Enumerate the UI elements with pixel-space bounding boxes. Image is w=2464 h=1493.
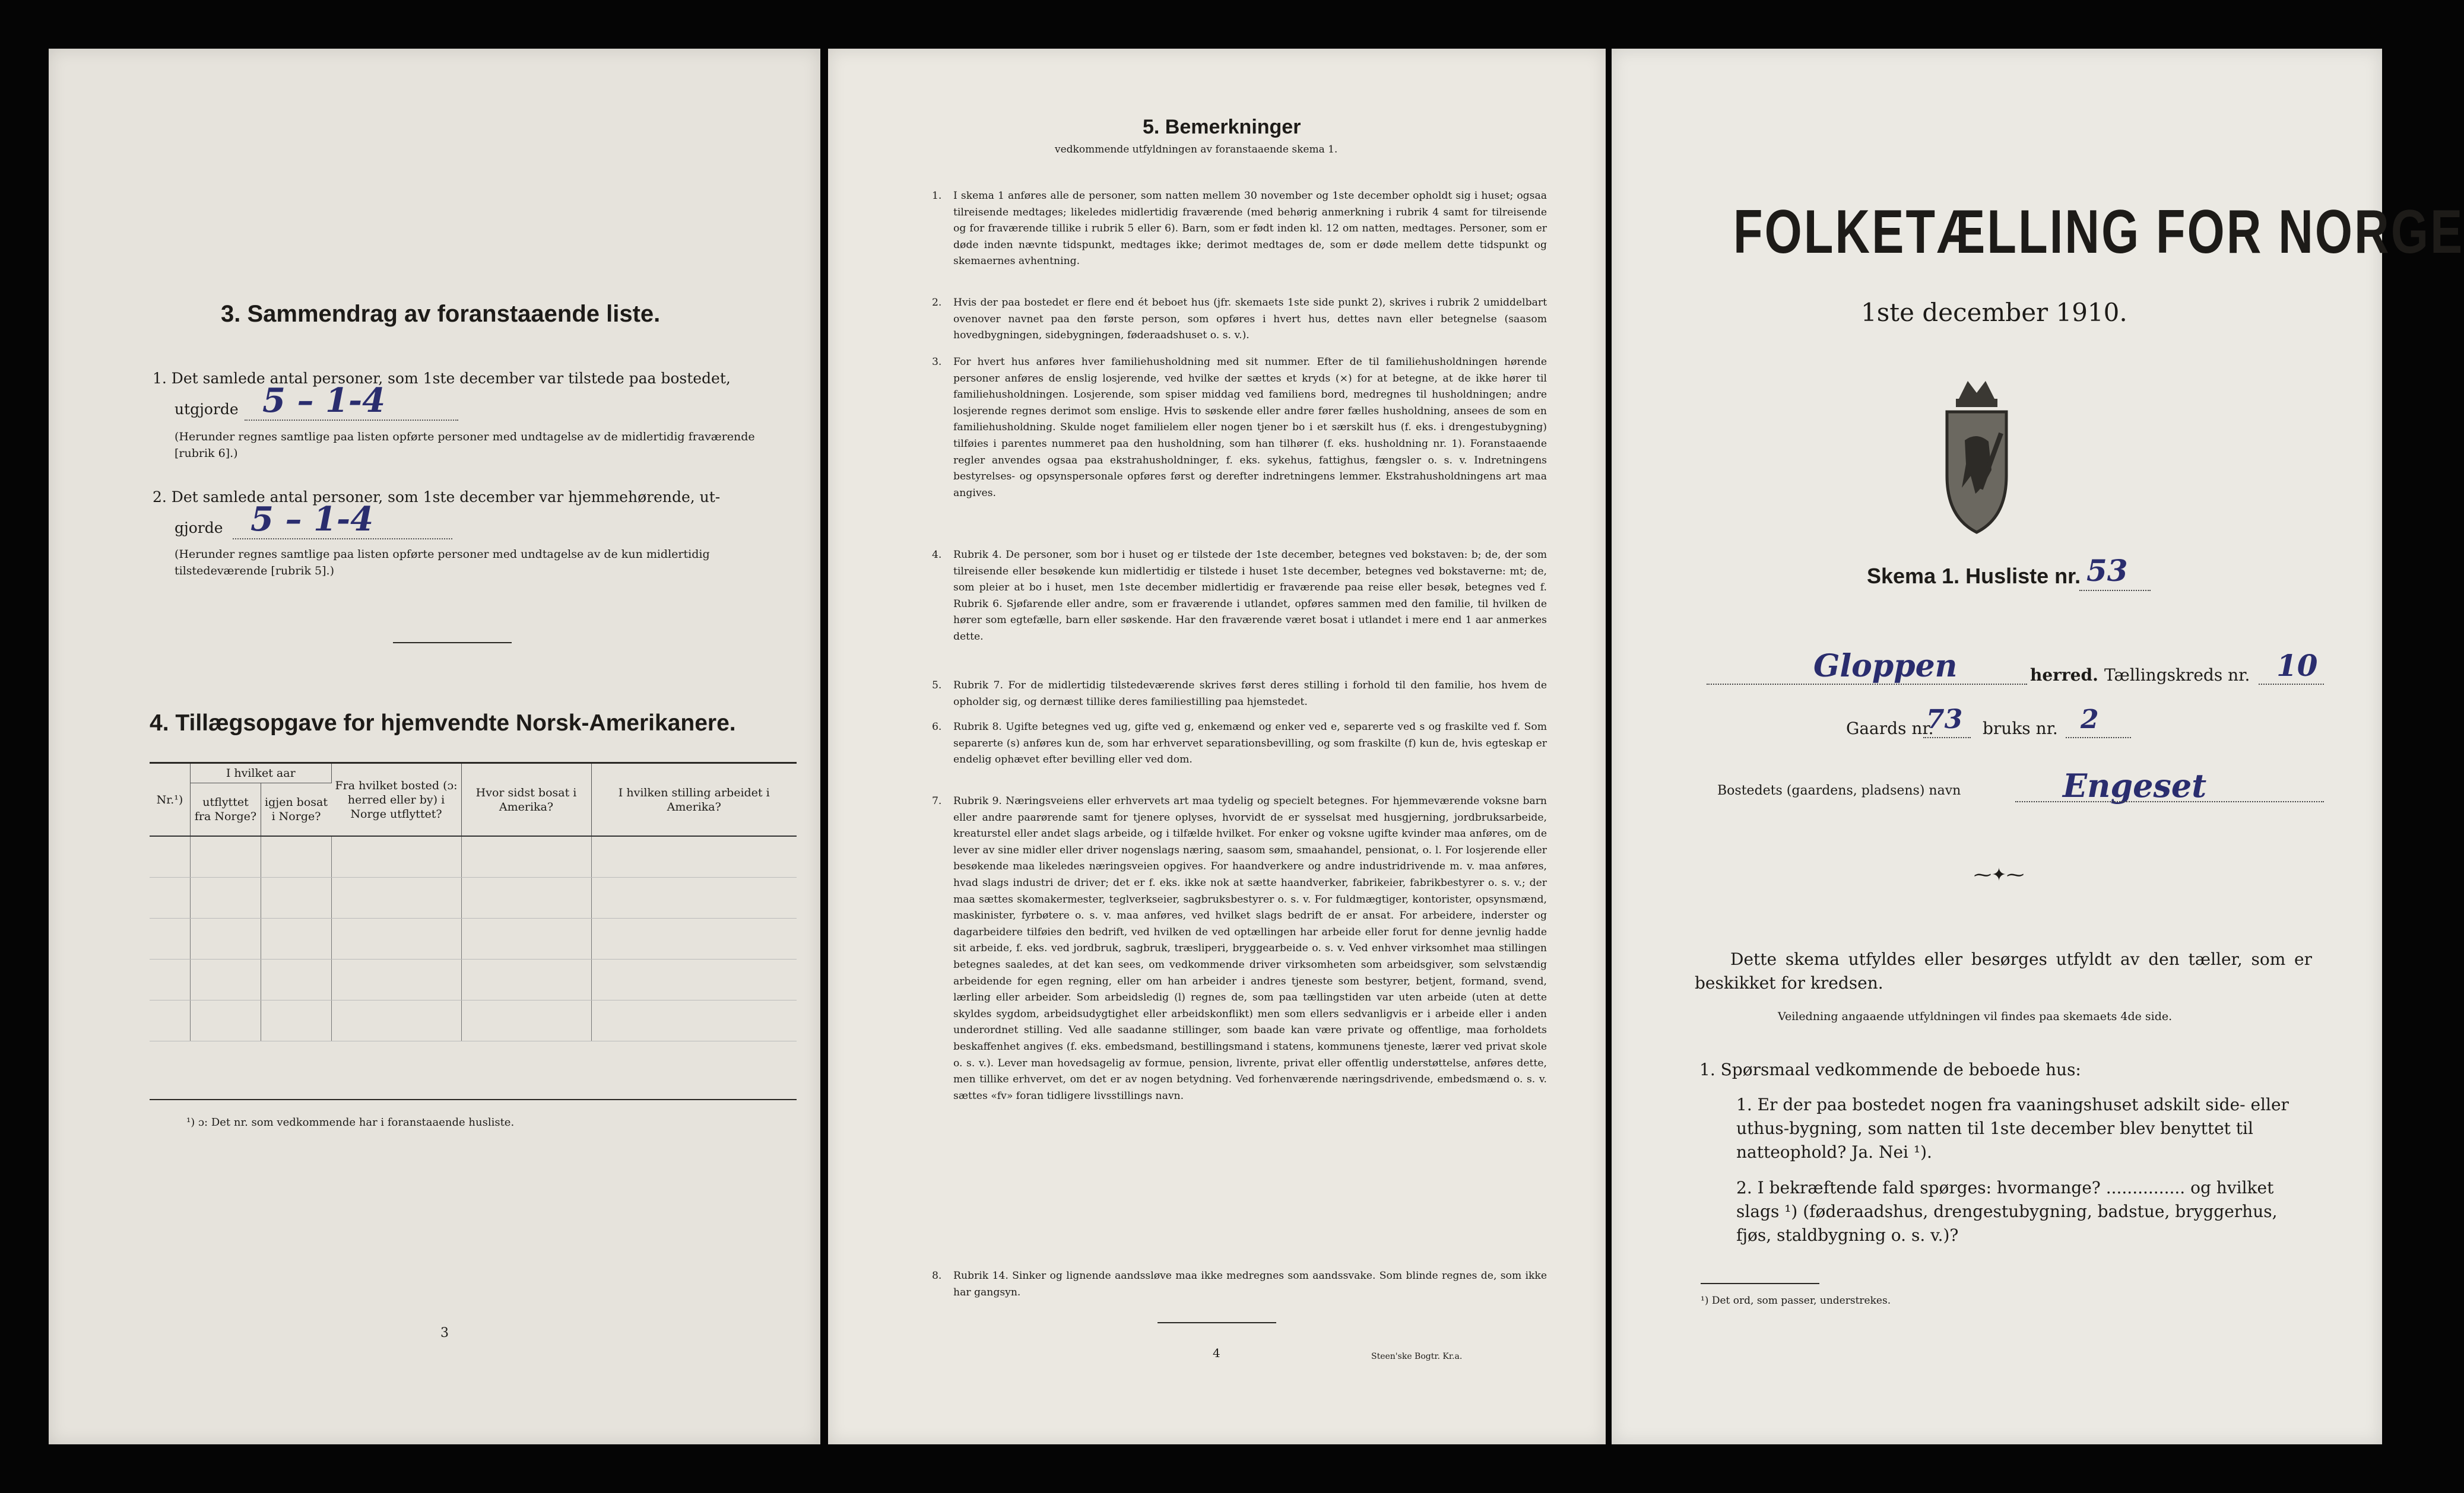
note-3-number: 3. (932, 356, 942, 368)
note-3-text: For hvert hus anføres hver familiehusholdning med sit nummer. Efter de til familiehusholdningen hørende personer anføres de enslig losjerende, ved hvilke der sættes et kryds (×) for at betegne, at de ikke hører til familiehusholdningen. Losjerende, som spiser middag ved familiens bord, medregnes til husholdningen; andre losjerende regnes derimot som enslige. Hvis to søskende eller andre fører fælles husholdning, ansees de som en familiehusholdning. Skulde noget familielem eller nogen tjener bo i et særskilt hus (f. eks. i drengestubygning) tilføies i parentes nummeret paa den husholdning, som han tilhører (f. eks. husholdning nr. 1). Foranstaaende regler anvendes ogsaa paa ekstrahusholdninger, f. eks. sykehus, fattighus, fængsler o. s. v. Indretningens bestyrelses- og opsynspersonale opføres først og derefter indretningens lemmer. Ekstrahusholdningens art maa angives. (953, 356, 1547, 499)
note-2-text: Hvis der paa bostedet er flere end ét beboet hus (jfr. skemaets 1ste side punkt 2), skrives i rubrik 2 umiddelbart ovenover navnet paa den første person, som opføres i hvert hus, dettes navn eller betegnelse (saasom hovedbygningen, sidebygningen, føderaadshuset o. s. v.). (953, 297, 1547, 342)
printer-mark: Steen'ske Bogtr. Kr.a. (1371, 1352, 1463, 1361)
item1-note: (Herunder regnes samtlige paa listen opførte personer med undtagelse av de midlertidig fraværende [rubrik 6].) (175, 430, 755, 460)
note-4 (932, 547, 1547, 646)
husliste-nr-value: 53 (2086, 553, 2128, 588)
note-5-text: Rubrik 7. For de midlertidig tilstedeværende skrives først deres stilling i forhold til den familie, hos hvem de opholder sig, og dernæst tillike deres familiestilling paa hjemstedet. (953, 679, 1547, 708)
question-1: 1. Er der paa bostedet nogen fra vaaningshuset adskilt side- eller uthus-bygning, som natten til 1ste december blev benyttet til natteophold? Ja. Nei ¹). (1736, 1095, 2289, 1162)
item2-note: (Herunder regnes samtlige paa listen opførte personer med undtagelse av de kun midlertidig tilstedeværende [rubrik 5].) (175, 548, 710, 577)
bosted-handwritten-value: Engeset (2063, 767, 2207, 805)
bosted-label: Bostedets (gaardens, pladsens) navn (1717, 783, 1961, 798)
note-8-number: 8. (932, 1270, 942, 1282)
note-4-text: Rubrik 4. De personer, som bor i huset og er tilstede der 1ste december, betegnes ved bokstaven: b; de, der som tilreisende eller besøkende kun midlertidig er tilstede i huset 1ste december, betegnes ved bokstaverne: mt; de, som pleier at bo i huset, men 1ste december midlertidig er fraværende paa reise eller besøk, betegnes ved f. Rubrik 6. Sjøfarende eller andre, som er fraværende i utlandet, opføres sammen med den familie, til hvilken de hører som egtefælle, barn eller søskende. Har den fraværende været bosat i utlandet i mere end 1 aar anmerkes dette. (953, 549, 1547, 643)
note-1-text: I skema 1 anføres alle de personer, som natten mellem 30 november og 1ste december opholdt sig i huset; ogsaa tilreisende medtages; likeledes midlertidig fraværende (med behørig anmerkning i rubrik 4 samt for tilreisende og for fraværende tillike i rubrik 5 eller 6). Barn, som er født inden kl. 12 om natten, medtages. Personer, som er døde inden nævnte tidspunkt, medtages ikke; derimot medtages de, som er døde mellem dette tidspunkt og skemaernes avhentning. (953, 190, 1547, 268)
bruks-dotted-line (2066, 737, 2131, 738)
col-stilling: I hvilken stilling arbeidet i Amerika? (591, 764, 797, 836)
note-5 (932, 678, 1547, 710)
item1-label: utgjorde (175, 401, 239, 418)
herred-handwritten-value: Gloppen (1813, 648, 1958, 684)
item1-handwritten-value: 5 – 1-4 (262, 381, 386, 420)
item2-label: gjorde (175, 519, 223, 536)
note-2-number: 2. (932, 297, 942, 309)
page-left-summary (49, 49, 820, 1444)
note-7 (932, 793, 1547, 1104)
col-group-year: I hvilket aar (191, 764, 332, 783)
footnote-rule (1701, 1283, 1819, 1284)
page-right-cover (1612, 49, 2464, 1444)
table-footnote: ¹) ɔ: Det nr. som vedkommende har i foranstaaende husliste. (186, 1116, 515, 1129)
norsk-amerikanere-table (150, 764, 797, 1041)
item2-handwritten-value: 5 – 1-4 (250, 500, 374, 539)
note-3 (932, 354, 1547, 501)
table-row (150, 1000, 797, 1041)
separator-rule (393, 642, 512, 643)
page-number-3: 3 (440, 1326, 449, 1340)
intro-note: Veiledning angaaende utfyldningen vil findes paa skemaets 4de side. (1778, 1010, 2173, 1023)
table-bottom-rule (150, 1099, 797, 1100)
col-hvor: Hvor sidst bosat i Amerika? (461, 764, 591, 836)
skema-label: Skema 1. Husliste nr. (1867, 564, 2081, 588)
kreds-handwritten-value: 10 (2276, 648, 2318, 683)
question-2: 2. I bekræftende fald spørges: hvormange? ............... og hvilket slags ¹) (føderaadshus, drengestubygning, badstue, bryggerhus, fjøs, staldbygning o. s. v.)? (1736, 1178, 2278, 1245)
kreds-label: Tællingskreds nr. (2104, 665, 2250, 685)
kreds-dotted-line (2259, 684, 2324, 685)
note-2 (932, 295, 1547, 344)
questions-header: 1. Spørsmaal vedkommende de beboede hus: (1699, 1060, 2081, 1079)
item2-dotted-line (233, 538, 452, 539)
remarks-subtitle: vedkommende utfyldningen av foranstaaende skema 1. (1055, 144, 1338, 155)
bruks-handwritten-value: 2 (2081, 704, 2099, 735)
item2-text: 2. Det samlede antal personer, som 1ste december var hjemmehørende, ut- (153, 488, 721, 506)
intro-text: Dette skema utfyldes eller besørges utfyldt av den tæller, som er beskikket for kredsen. (1695, 949, 2312, 993)
page-number-4: 4 (1213, 1346, 1220, 1360)
census-title: FOLKETÆLLING FOR NORGE (1733, 198, 2464, 266)
gaards-handwritten-value: 73 (1926, 704, 1963, 735)
coat-of-arms-icon (1923, 375, 2030, 541)
note-4-number: 4. (932, 549, 942, 561)
note-8-text: Rubrik 14. Sinker og lignende aandssløve maa ikke medregnes som aandssvake. Som blinde regnes de, som ikke har gangsyn. (953, 1270, 1547, 1298)
herred-label: herred. (2030, 665, 2098, 685)
bruks-label: bruks nr. (1983, 719, 2058, 738)
note-1-number: 1. (932, 190, 942, 202)
gaards-dotted-line (1923, 737, 1971, 738)
note-6 (932, 719, 1547, 768)
item1-text: 1. Det samlede antal personer, som 1ste december var tilstede paa bostedet, (153, 370, 731, 387)
col-utflyttet: utflyttet fra Norge? (191, 783, 261, 837)
footnote: ¹) Det ord, som passer, understrekes. (1701, 1295, 1891, 1307)
table-row (150, 878, 797, 919)
note-1 (932, 188, 1547, 270)
col-igjen: igjen bosat i Norge? (261, 783, 332, 837)
page-middle-remarks (828, 49, 1606, 1444)
col-nr: Nr.¹) (150, 764, 191, 836)
section-4-title: 4. Tillægsopgave for hjemvendte Norsk-Amerikanere. (150, 710, 736, 736)
gaards-label: Gaards nr. (1846, 719, 1934, 738)
bottom-separator-rule (1158, 1322, 1276, 1323)
section-3-title: 3. Sammendrag av foranstaaende liste. (221, 301, 661, 327)
note-6-text: Rubrik 8. Ugifte betegnes ved ug, gifte ved g, enkemænd og enker ved e, separerte ved s og fraskilte ved f. Som separerte (s) anføres kun de, som har erhvervet separationsbevilling, og som fraskilte (f) kun de, hvis egteskap er endelig ophævet efter bevilling eller ved dom. (953, 721, 1547, 766)
item1-dotted-line (245, 420, 458, 421)
remarks-title: 5. Bemerkninger (1143, 116, 1301, 138)
note-6-number: 6. (932, 721, 942, 733)
col-fra: Fra hvilket bosted (ɔ: herred eller by) i Norge utflyttet? (331, 764, 461, 836)
bosted-dotted-line (2015, 801, 2324, 802)
census-date: 1ste december 1910. (1861, 298, 2127, 327)
note-7-number: 7. (932, 795, 942, 807)
table-row (150, 919, 797, 960)
table-row (150, 960, 797, 1000)
note-8 (932, 1268, 1547, 1301)
note-5-number: 5. (932, 679, 942, 691)
husliste-dotted-line (2079, 590, 2151, 591)
table-row (150, 836, 797, 878)
ornament-icon: ⁓✦⁓ (1974, 865, 2025, 885)
note-7-text: Rubrik 9. Næringsveiens eller erhvervets art maa tydelig og specielt betegnes. For hjemmeværende voksne barn eller andre paarørende samt for tjenere oplyses, hvorvidt de er sysselsat med husgjerning, jordbruksarbeide, kreaturstel eller andet slags arbeide, og i tilfælde hvilket. For enker og voksne ugifte kvinder maa anføres, om de lever av sine midler eller driver nogenslags næring, saasom søm, smaahandel, pensionat, o. l. For losjerende eller besøkende maa likeledes næringsveien opgives. For haandverkere og andre industridrivende m. v. maa anføres, hvad slags industri de driver; det er f. eks. ikke nok at sætte haandverker, fabrikeier, fabrikbestyrer o. s. v.; der maa sættes skomakermester, teglverkseier, sagbruksbestyrer o. s. v. For fuldmægtiger, kontorister, opsynsmænd, maskinister, fyrbøtere o. s. v. maa anføres, ved hvilket slags bedrift de er ansat. For arbeidere, inderster og dagarbeidere tilføies den bedrift, ved hvilken de ved optællingen har arbeide eller forut for denne jevnlig hadde sit arbeide, f. eks. ved jordbruk, sagbruk, træsliperi, bryggearbeide o. s. v. Ved enhver virksomhet maa stillingen betegnes saaledes, at det kan sees, om vedkommende driver virksomheten som arbeidsgiver, som selvstændig arbeidende for egen regning, eller om han arbeider i andres tjeneste som bestyrer, betjent, formand, svend, lærling eller arbeider. Som arbeidsledig (l) regnes de, som paa tællingstiden var uten arbeide (uten at dette skyldes sygdom, arbeidsudygtighet eller arbeidskonflikt) men som ellers sedvanligvis er i arbeide eller i anden underordnet stilling. Ved alle saadanne stillinger, som baade kan være private og offentlige, maa forholdets beskaffenhet angives (f. eks. embedsmand, bestillingsmand i statens, kommunens tjeneste, lærer ved privat skole o. s. v.). Lever man hovedsagelig av formue, pension, livrente, privat eller offentlig understøttelse, anføres dette, men tillike erhvervet, om det er av nogen betydning. Ved forhenværende næringsdrivende, embedsmænd o. s. v. sættes «fv» foran tidligere livsstillings navn. (953, 795, 1547, 1102)
